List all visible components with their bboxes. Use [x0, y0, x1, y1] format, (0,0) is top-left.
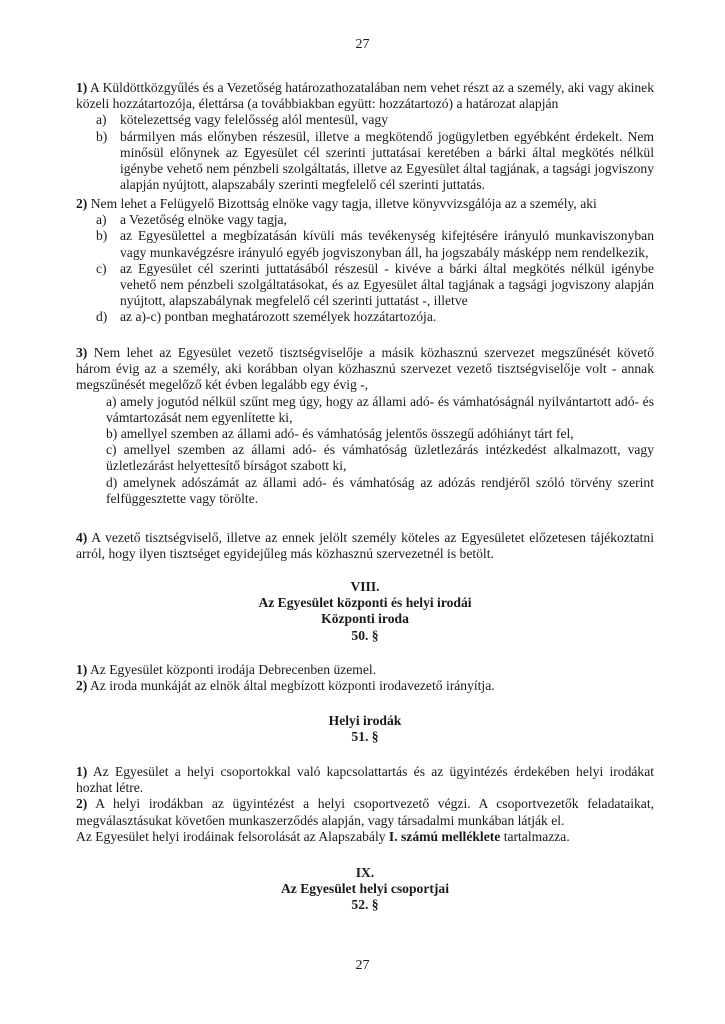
section-1-text: A Küldöttközgyűlés és a Vezetőség határozathozatalában nem vehet részt az a személy, aki vagy akinek közeli hozzátartozója, élettársa (a továbbiakban együtt: hozzátartozó) a határozat alapján: [76, 80, 654, 112]
paragraph-50-body: [76, 662, 654, 694]
paragraph-51-item-2: [76, 796, 654, 828]
paragraph-51-item-1: [76, 764, 654, 796]
chapter-9-heading: [76, 865, 654, 914]
paragraph-51-body: [76, 764, 654, 845]
annex-text-after: tartalmazza.: [500, 828, 570, 844]
annex-reference: I. számú melléklete: [388, 828, 501, 844]
section-3: [76, 345, 654, 507]
section-4-text: A vezető tisztségviselő, illetve az ennek jelölt személy köteles az Egyesületet előzetesen tájékoztatni arról, hogy ilyen tisztséget egyidejűleg más közhasznú szervezetnél is betölt.: [76, 530, 654, 562]
item-text: kötelezettség vagy felelősség alól mentesül, vagy: [120, 112, 389, 128]
item-text: bármilyen más előnyben részesül, illetve a megkötendő jogügyletben egyébként érdekelt. Nem minősül előnynek az Egyesület cél szerinti juttatásai keretében a bárki által megkötés nélkül igénybe vehető nem pénzbeli szolgáltatás, illetve az Egyesület által tagjának, a tagsági jogviszony alapján nyújtott, alapszabály szerinti megfelelő cél szerinti juttatás.: [120, 128, 654, 193]
section-3-number: 3): [76, 345, 88, 360]
paragraph-51-annex-note: [76, 829, 654, 845]
item-text: az a)-c) pontban meghatározott személyek hozzátartozója.: [120, 309, 437, 325]
section-2-intro: [76, 196, 654, 212]
section-1-intro: [76, 80, 654, 112]
section-3-item-b: [76, 426, 654, 442]
section-3-text: Nem lehet az Egyesület vezető tisztségviselője a másik közhasznú szervezet megszűnését követő három évig az a személy, aki korábban olyan közhasznú szervezet vezető tisztségviselője volt - annak megszűnését megelőző két évben legalább egy évig -,: [76, 345, 654, 393]
item-text: Az iroda munkáját az elnök által megbízott központi irodavezető irányítja.: [89, 678, 495, 694]
item-text: az Egyesület cél szerinti juttatásából részesül - kivéve a bárki által megkötés nélkül igénybe vehető nem pénzbeli szolgáltatásokat, és az Egyesület által tagjának a tagsági jogviszony alapján nyújtott, alapszabálynak megfelelő cél szerinti juttatást -, illetve: [120, 260, 654, 309]
item-marker: d): [96, 309, 108, 325]
section-3-intro: [76, 345, 654, 394]
item-marker: b): [96, 228, 108, 244]
section-3-item-d: [76, 475, 654, 507]
paragraph-51-heading: 51. §: [351, 729, 379, 745]
annex-text-before: Az Egyesület helyi irodáinak felsorolását az Alapszabály: [76, 828, 389, 844]
paragraph-50-item-1: [76, 662, 654, 678]
section-3-item-c: [76, 442, 654, 474]
chapter-8-heading: [76, 579, 654, 644]
section-2-item-a: [76, 212, 654, 228]
page-number-top: 27: [355, 37, 370, 52]
paragraph-52-heading: 52. §: [351, 897, 379, 913]
chapter-8-roman: VIII.: [350, 579, 380, 594]
section-4: [76, 530, 654, 562]
item-text: az Egyesülettel a megbízatásán kívüli más tevékenység kifejtésére irányuló munkaviszonyban vagy munkavégzésre irányuló egyéb jogviszonyban áll, ha jogszabály másképp nem rendelkezik,: [120, 228, 654, 260]
item-text: a) amely jogutód nélkül szűnt meg úgy, hogy az állami adó- és vámhatóságnál nyilvántartott adó- és vámtartozását nem egyenlítette ki,: [106, 393, 654, 425]
section-1-item-b: [76, 129, 654, 194]
item-text: Az Egyesület központi irodája Debrecenben üzemel.: [89, 662, 377, 677]
item-marker: b): [96, 128, 108, 144]
item-marker: a): [96, 212, 107, 228]
chapter-9-title: Az Egyesület helyi csoportjai: [280, 881, 449, 897]
item-number: 1): [76, 764, 88, 779]
item-text: c) amellyel szemben az állami adó- és vámhatóság üzletlezárás intézkedést alkalmazott, vagy üzletlezárást helyettesítő bírságot szabott ki,: [106, 442, 654, 474]
item-text: d) amelynek adószámát az állami adó- és vámhatóság az adózás rendjéről szóló törvény szerint felfüggesztette vagy törölte.: [106, 474, 654, 506]
section-1: [76, 80, 654, 193]
section-2-item-c: [76, 261, 654, 310]
item-text: a Vezetőség elnöke vagy tagja,: [120, 212, 287, 228]
section-2-item-b: [76, 228, 654, 260]
item-number: 2): [76, 678, 88, 694]
section-2-number: 2): [76, 196, 88, 211]
section-2: [76, 196, 654, 326]
section-1-item-a: [76, 112, 654, 128]
chapter-8-title: Az Egyesület központi és helyi irodái: [258, 595, 472, 611]
paragraph-50-item-2: [76, 678, 654, 694]
paragraph-50-heading: 50. §: [351, 627, 379, 643]
helyi-irodak-heading: [76, 713, 654, 745]
section-4-text-block: [76, 530, 654, 562]
section-2-item-d: [76, 309, 654, 325]
item-text: A helyi irodákban az ügyintézést a helyi csoportvezető végzi. A csoportvezetők feladataikat, megválasztásukat követően munkaszerződés alapján, vagy társadalmi munkában látják el.: [76, 796, 654, 828]
section-1-number: 1): [76, 80, 88, 95]
item-marker: a): [96, 112, 107, 128]
section-2-text: Nem lehet a Felügyelő Bizottság elnöke vagy tagja, illetve könyvvizsgálója az a személy, aki: [90, 196, 597, 211]
item-text: b) amellyel szemben az állami adó- és vámhatóság jelentős összegű adóhiányt tárt fel,: [106, 426, 574, 442]
chapter-8-subtitle: Központi iroda: [321, 611, 409, 627]
item-number: 2): [76, 796, 88, 812]
section-4-number: 4): [76, 530, 88, 545]
page-number-bottom: 27: [355, 958, 370, 973]
item-marker: c): [96, 260, 107, 276]
chapter-9-roman: IX.: [355, 865, 375, 880]
helyi-irodak-subtitle: Helyi irodák: [328, 713, 402, 728]
section-3-item-a: [76, 394, 654, 426]
item-number: 1): [76, 662, 88, 677]
item-text: Az Egyesület a helyi csoportokkal való kapcsolattartás és az ügyintézés érdekében helyi irodákat hozhat létre.: [76, 764, 655, 796]
